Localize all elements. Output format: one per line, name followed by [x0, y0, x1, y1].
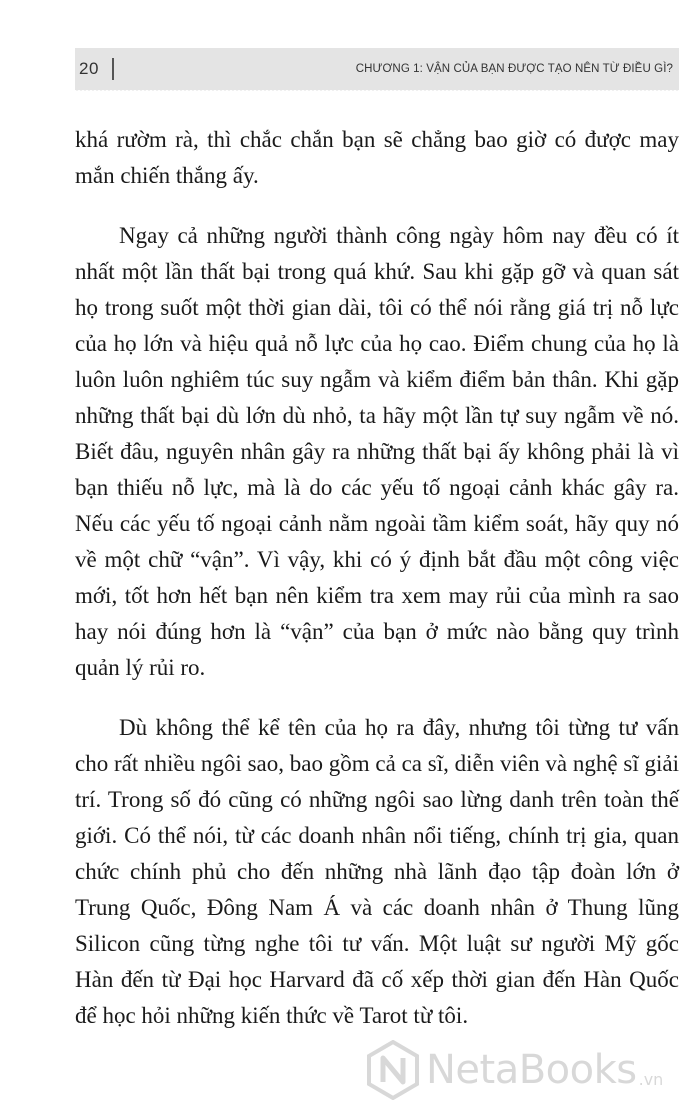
- page-number: 20: [79, 59, 99, 78]
- watermark-text: NetaBooks: [426, 1047, 637, 1093]
- body-text: [75, 122, 679, 1058]
- publisher-watermark: [366, 1040, 663, 1100]
- netabooks-logo-icon: [366, 1040, 420, 1100]
- paragraph: Ngay cả những người thành công ngày hôm nay đều có ít nhất một lần thất bại trong quá khứ. Sau khi gặp gỡ và quan sát họ trong suốt một thời gian dài, tôi có thể nói rằng giá trị nỗ lực của họ lớn và hiệu quả nỗ lực của họ cao. Điểm chung của họ là luôn luôn nghiêm túc suy ngẫm và kiểm điểm bản thân. Khi gặp những thất bại dù lớn dù nhỏ, ta hãy một lần tự suy ngẫm về nó. Biết đâu, nguyên nhân gây ra những thất bại ấy không phải là vì bạn thiếu nỗ lực, mà là do các yếu tố ngoại cảnh khác gây ra. Nếu các yếu tố ngoại cảnh nằm ngoài tầm kiểm soát, hãy quy nó về một chữ “vận”. Vì vậy, khi có ý định bắt đầu một công việc mới, tốt hơn hết bạn nên kiểm tra xem may rủi của mình ra sao hay nói đúng hơn là “vận” của bạn ở mức nào bằng quy trình quản lý rủi ro.: [75, 223, 679, 680]
- chapter-running-head: CHƯƠNG 1: VẬN CỦA BẠN ĐƯỢC TẠO NÊN TỪ ĐIỀU GÌ?: [355, 63, 673, 75]
- paragraph: Dù không thể kể tên của họ ra đây, nhưng tôi từng tư vấn cho rất nhiều ngôi sao, bao gồm cả ca sĩ, diễn viên và nghệ sĩ giải trí. Trong số đó cũng có những ngôi sao lừng danh trên toàn thế giới. Có thể nói, từ các doanh nhân nổi tiếng, chính trị gia, quan chức chính phủ cho đến những nhà lãnh đạo tập đoàn lớn ở Trung Quốc, Đông Nam Á và các doanh nhân ở Thung lũng Silicon cũng từng nghe tôi tư vấn. Một luật sư người Mỹ gốc Hàn đến từ Đại học Harvard đã cố xếp thời gian đến Hàn Quốc để học hỏi những kiến thức về Tarot từ tôi.: [75, 715, 679, 1028]
- header-divider: [112, 58, 114, 80]
- paragraph-continuation: khá rườm rà, thì chắc chắn bạn sẽ chẳng bao giờ có được may mắn chiến thắng ấy.: [75, 127, 679, 188]
- watermark-suffix: .vn: [638, 1070, 664, 1089]
